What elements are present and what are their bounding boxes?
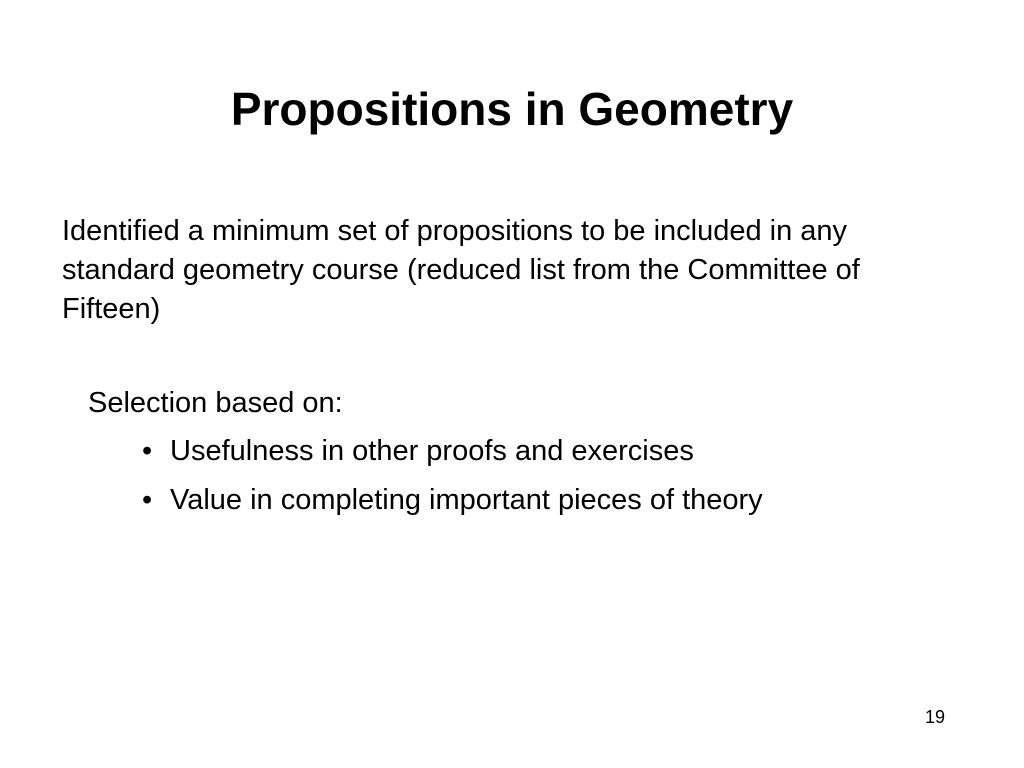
list-item [142, 481, 763, 520]
list-item-text: Value in completing important pieces of theory [170, 484, 763, 516]
list-item-text: Usefulness in other proofs and exercises [170, 435, 694, 467]
criteria-list [142, 432, 763, 530]
slide-title: Propositions in Geometry [230, 83, 794, 135]
bullet-icon: • [142, 484, 153, 516]
list-item [142, 432, 763, 471]
page-number: 19 [924, 707, 945, 727]
selection-heading: Selection based on: [88, 387, 343, 419]
bullet-icon: • [142, 435, 153, 467]
intro-paragraph: Identified a minimum set of propositions to be included in any standard geometry course (reduced list from the Committee of Fifteen) [62, 215, 860, 325]
